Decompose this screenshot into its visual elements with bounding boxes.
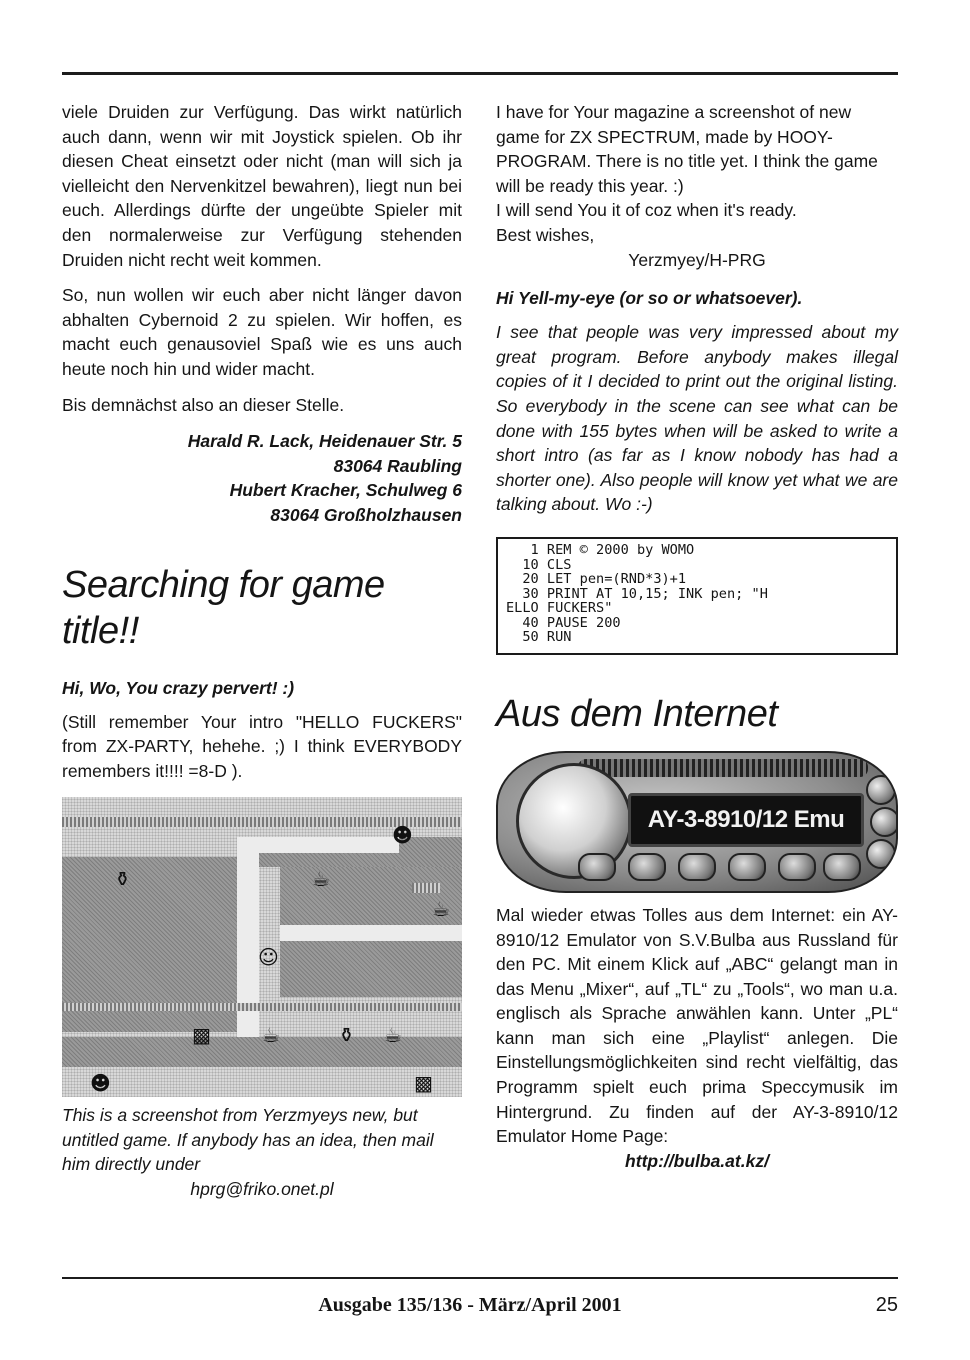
stop-button-icon (678, 853, 716, 881)
author-line: Harald R. Lack, Heidenauer Str. 5 (187, 431, 462, 452)
eject-button-icon (823, 853, 861, 881)
letter-paragraph: (Still remember Your intro "HELLO FUCKERS" from ZX-PARTY, hehehe. ;) I think EVERYBODY remembers it!!!! =8-D ). (62, 711, 462, 781)
top-rule (62, 72, 898, 75)
article-paragraph: So, nun wollen wir euch aber nicht länger davon abhalten Cybernoid 2 zu spielen. Wir hoffen, es macht euch genausoviel Spaß wie es uns auch heute noch hin und wider macht. (62, 285, 462, 379)
emulator-title-bar (578, 759, 868, 777)
mug-icon: ☕ (312, 867, 330, 892)
game-screenshot (62, 797, 462, 1097)
basic-listing: 1 REM © 2000 by WOMO 10 CLS 20 LET pen=(RND*3)+1 30 PRINT AT 10,15; INK pen; "H ELLO FUCKERS" 40 PAUSE 200 50 RUN (496, 537, 898, 655)
next-button-icon (778, 853, 816, 881)
emulator-display: AY-3-8910/12 Emu (628, 793, 864, 847)
section-heading: Aus dem Internet (496, 692, 778, 735)
pause-button-icon (728, 853, 766, 881)
crate-icon: ▩ (192, 1023, 211, 1048)
left-column (62, 100, 462, 1202)
game-grate (412, 883, 440, 893)
letter-greeting: Hi, Wo, You crazy pervert! :) (62, 677, 295, 698)
knob-icon (870, 807, 898, 837)
potion-icon: ⚱ (114, 867, 131, 892)
letter-paragraph: I will send You it of coz when it's ready. (496, 200, 797, 221)
character-icon: ☻ (392, 823, 413, 848)
article-paragraph: Mal wieder etwas Tolles aus dem Internet: ein AY-8910/12 Emulator von S.V.Bulba aus Russland für den PC. Mit einem Klick auf „ABC“ gelangt man in das Menu „Mixer“, auf „TL“ zu „Tools“, wo man u.a. englisch als Sprache anwählen kann. Unter „PL“ kann man sich eine „Playlist“ anlegen. Die Einstellungsmöglichkeiten sind recht vielfältig, das Programm spielt euch prima Speccymusik im Hintergrund. Zu finden auf der AY-3-8910/12 Emulator Home Page: (496, 904, 898, 1147)
author-line: 83064 Raubling (333, 455, 462, 476)
homepage-url: http://bulba.at.kz/ (625, 1150, 769, 1171)
knob-icon (866, 839, 896, 869)
mug-icon: ☕ (262, 1023, 280, 1048)
author-line: Hubert Kracher, Schulweg 6 (229, 480, 462, 501)
emulator-screenshot (496, 751, 898, 893)
game-corridor (259, 837, 399, 853)
bottom-rule (62, 1277, 898, 1279)
player-icon: ☺ (258, 945, 279, 970)
right-column (496, 100, 898, 1173)
figure-caption: This is a screenshot from Yerzmyeys new, but untitled game. If anybody has an idea, then mail him directly under (62, 1105, 434, 1175)
mug-icon: ☕ (384, 1023, 402, 1048)
reply-paragraph: I see that people was very impressed about my great program. Before anybody makes illegal copies of it I decided to print out the original listing. So everybody in the scene can see what can be done with 155 bytes when will be asked to write a short intro (as far as I know nobody has had a shorter one). Also people will know yet what we are talking about. Wo :-) (496, 322, 898, 515)
character-icon: ☻ (90, 1071, 111, 1096)
author-signature (62, 429, 462, 527)
reply-heading: Hi Yell-my-eye (or so or whatsoever). (496, 288, 803, 309)
potion-icon: ⚱ (338, 1023, 355, 1048)
page-number: 25 (875, 1294, 898, 1316)
game-corridor (280, 925, 462, 941)
email-address: hprg@friko.onet.pl (190, 1179, 334, 1200)
play-button-icon (628, 853, 666, 881)
letter-signature: Yerzmyey/H-PRG (628, 249, 766, 270)
article-paragraph: viele Druiden zur Verfügung. Das wirkt natürlich auch dann, wenn wir mit Joystick spielen. Ob ihr diesen Cheat einsetzt oder nicht (man will sich ja vielleicht den Nervenkitzel bewahren), liegt nun bei euch. Allerdings dürfte der ungeübte Spieler mit den normalerweise zur Verfügung stehenden Druiden nicht recht weit kommen. (62, 102, 462, 270)
prev-button-icon (578, 853, 616, 881)
mug-icon: ☕ (432, 897, 450, 922)
section-heading: Searching for game title!! (62, 563, 385, 652)
game-border (62, 1003, 462, 1011)
letter-paragraph: I have for Your magazine a screenshot of new game for ZX SPECTRUM, made by HOOY-PROGRAM. There is no title yet. I think the game will be ready this year. :) (496, 102, 878, 196)
knob-icon (866, 775, 896, 805)
crate-icon: ▩ (414, 1071, 433, 1096)
letter-paragraph: Best wishes, (496, 224, 595, 245)
article-paragraph: Bis demnächst also an dieser Stelle. (62, 394, 345, 415)
issue-label: Ausgabe 135/136 - März/April 2001 (318, 1294, 622, 1316)
author-line: 83064 Großholzhausen (270, 504, 462, 525)
